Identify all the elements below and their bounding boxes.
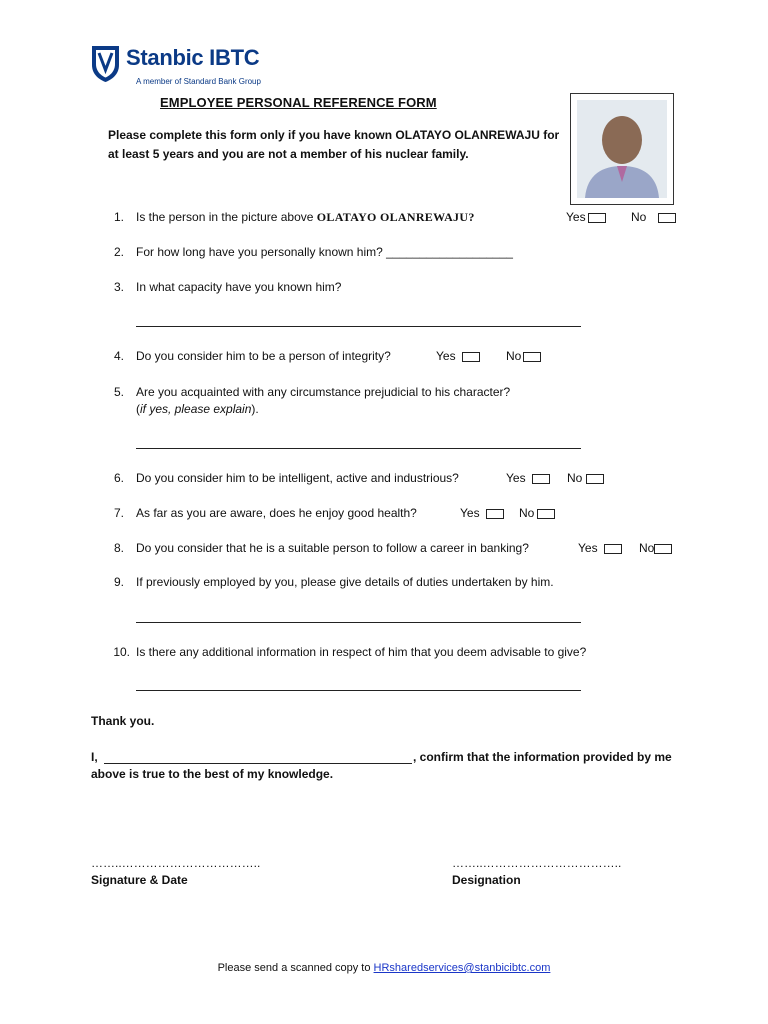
logo-tagline: A member of Standard Bank Group: [136, 77, 261, 86]
question-5-answer-line[interactable]: [136, 448, 581, 449]
question-6-yes-label: Yes: [506, 471, 526, 485]
question-6-yes-checkbox[interactable]: [532, 474, 550, 484]
question-1-text: [136, 209, 475, 225]
intro-prefix: Please complete this form only if you have known: [108, 128, 396, 142]
question-4-yes-option[interactable]: [436, 348, 480, 364]
question-8-no-option[interactable]: [639, 540, 672, 556]
question-9-number: 9.: [113, 575, 124, 589]
question-6-no-label: No: [567, 471, 583, 485]
question-1-number: 1.: [113, 210, 124, 224]
footer-email-link[interactable]: HRsharedservices@stanbicibtc.com: [373, 962, 551, 974]
question-8-yes-checkbox[interactable]: [604, 544, 622, 554]
confirm-prefix: I,: [91, 750, 98, 764]
question-3-text: In what capacity have you known him?: [136, 280, 342, 294]
question-1-no-label: No: [631, 210, 647, 224]
question-6-no-option[interactable]: [567, 470, 604, 486]
question-2-text: For how long have you personally known him? ___________________: [136, 245, 513, 259]
question-1-yes-option[interactable]: [566, 209, 606, 225]
question-9-answer-line[interactable]: [136, 622, 581, 623]
question-5-note-close: ).: [251, 402, 259, 416]
question-5-note-text: if yes, please explain: [140, 402, 252, 416]
intro-suffix: for at least 5 years and you are not a member of his nuclear family.: [108, 128, 560, 161]
question-6-number: 6.: [113, 471, 124, 485]
question-4-no-label: No: [506, 349, 522, 363]
question-7-number: 7.: [113, 506, 124, 520]
question-3-answer-line[interactable]: [136, 326, 581, 327]
question-8-no-label: No: [639, 541, 655, 555]
question-10-number: 10.: [113, 645, 130, 659]
question-4-yes-checkbox[interactable]: [462, 352, 480, 362]
question-7-yes-checkbox[interactable]: [486, 509, 504, 519]
question-8-text: Do you consider that he is a suitable person to follow a career in banking?: [136, 541, 529, 555]
intro-name: OLATAYO OLANREWAJU: [395, 128, 540, 142]
question-7-no-option[interactable]: [519, 505, 555, 521]
question-7-yes-option[interactable]: [460, 505, 504, 521]
question-5-note: [136, 401, 259, 417]
question-8-yes-option[interactable]: [578, 540, 622, 556]
logo-wordmark: Stanbic IBTC: [126, 45, 260, 70]
question-6-yes-option[interactable]: [506, 470, 550, 486]
question-1-no-checkbox[interactable]: [658, 213, 676, 223]
question-9-text: If previously employed by you, please give details of duties undertaken by him.: [136, 575, 554, 589]
confirm-suffix: , confirm that the information provided by me: [413, 750, 672, 764]
person-silhouette-icon: [577, 100, 667, 198]
question-8-no-checkbox[interactable]: [654, 544, 672, 554]
designation-label: Designation: [452, 873, 521, 887]
question-4-no-option[interactable]: [506, 348, 541, 364]
question-8-yes-label: Yes: [578, 541, 598, 555]
form-title: EMPLOYEE PERSONAL REFERENCE FORM: [160, 95, 437, 110]
signature-dots[interactable]: ……..……………………………..: [91, 856, 261, 870]
question-3-number: 3.: [113, 280, 124, 294]
question-6-no-checkbox[interactable]: [586, 474, 604, 484]
question-5-note-open: (: [136, 402, 140, 416]
question-10-text: Is there any additional information in respect of him that you deem advisable to give?: [136, 645, 587, 659]
signature-label: Signature & Date: [91, 873, 188, 887]
question-4-number: 4.: [113, 349, 124, 363]
question-10-answer-line[interactable]: [136, 690, 581, 691]
question-6-text: Do you consider him to be intelligent, active and industrious?: [136, 471, 459, 485]
question-7-no-label: No: [519, 506, 535, 520]
question-4-text: Do you consider him to be a person of integrity?: [136, 349, 391, 363]
question-2-number: 2.: [113, 245, 124, 259]
footer-text: Please send a scanned copy to: [217, 962, 374, 974]
question-1-yes-checkbox[interactable]: [588, 213, 606, 223]
question-5-text: Are you acquainted with any circumstance prejudicial to his character?: [136, 385, 511, 399]
question-8-number: 8.: [113, 541, 124, 555]
question-7-yes-label: Yes: [460, 506, 480, 520]
question-1-label: Is the person in the picture above: [136, 210, 317, 224]
question-5-number: 5.: [113, 385, 124, 399]
question-1-no-option[interactable]: [631, 209, 676, 225]
footer-note: [0, 962, 768, 974]
question-7-no-checkbox[interactable]: [537, 509, 555, 519]
thank-you-text: Thank you.: [91, 714, 155, 728]
designation-dots[interactable]: ……..……………………………..: [452, 856, 622, 870]
confirm-line-2: above is true to the best of my knowledge.: [91, 767, 334, 781]
question-4-yes-label: Yes: [436, 349, 456, 363]
question-4-no-checkbox[interactable]: [523, 352, 541, 362]
stanbic-shield-logo-icon: [91, 45, 120, 83]
question-7-text: As far as you are aware, does he enjoy good health?: [136, 506, 417, 520]
confirm-name-line[interactable]: [104, 763, 412, 764]
question-1-yes-label: Yes: [566, 210, 586, 224]
form-intro: [108, 126, 568, 164]
question-1-name: OLATAYO OLANREWAJU?: [316, 210, 475, 224]
applicant-photo: [570, 93, 674, 205]
photo-placeholder: [577, 100, 667, 198]
